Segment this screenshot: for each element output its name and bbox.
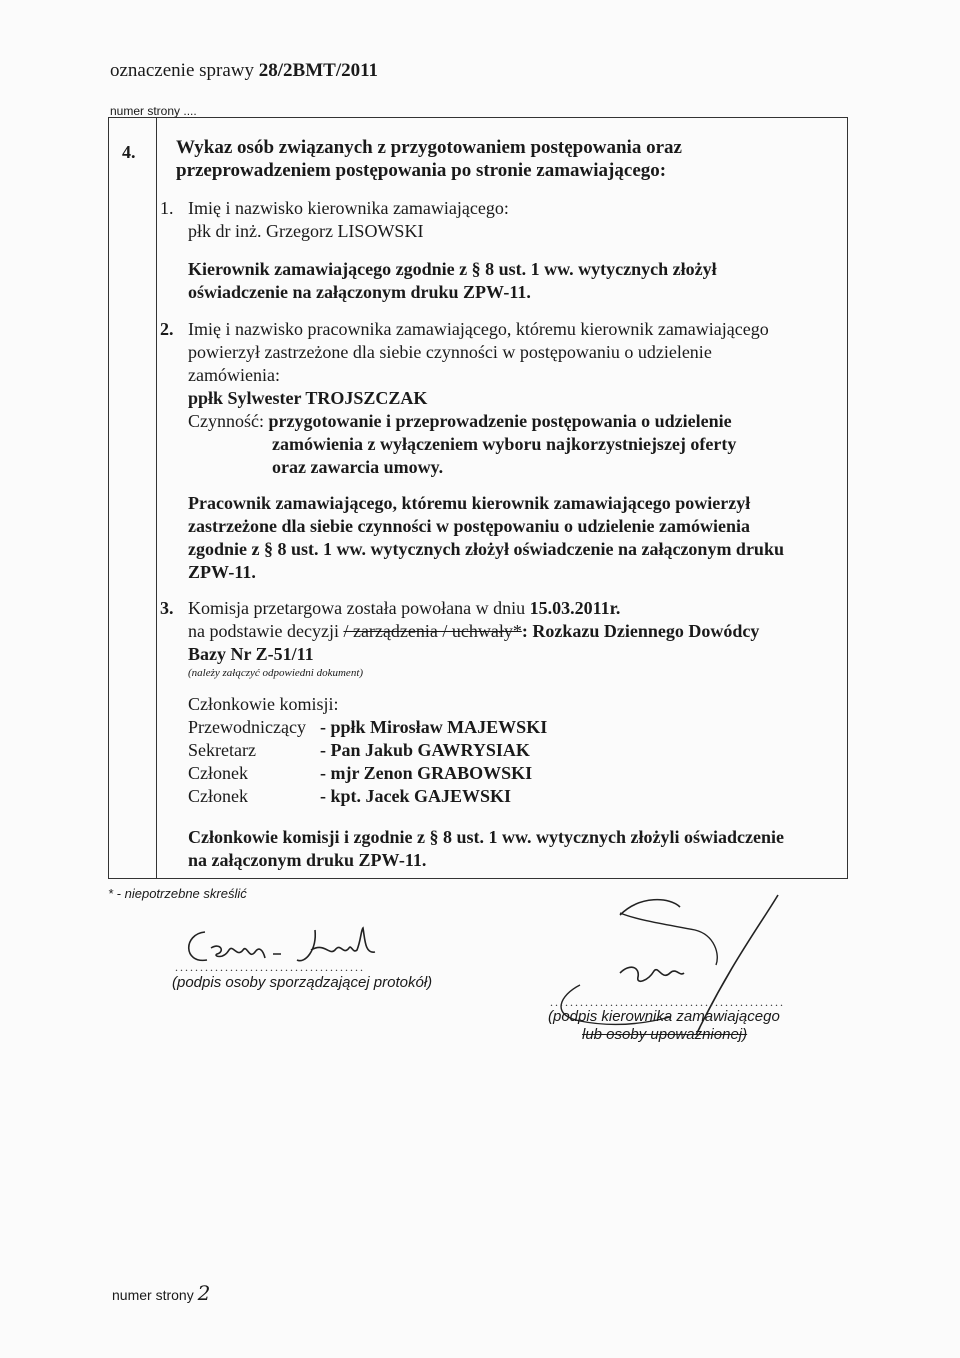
members-label: Członkowie komisji: <box>188 694 339 714</box>
item2-activity-line3: oraz zawarcia umowy. <box>272 457 444 477</box>
signature-caption-right-line2: lub osoby upoważnionej) <box>582 1026 748 1043</box>
case-label: oznaczenie sprawy <box>110 60 259 81</box>
signature-caption-right-line1: (podpis kierownika zamawiającego <box>548 1008 780 1025</box>
item3-line3: Bazy Nr Z-51/11 <box>188 644 314 664</box>
item2-number: 2. <box>160 319 174 339</box>
column-divider <box>156 118 157 878</box>
member-role: Członek <box>188 786 248 806</box>
item2-statement-line4: ZPW-11. <box>188 562 256 582</box>
member-name: - Pan Jakub GAWRYSIAK <box>320 740 530 760</box>
item1-statement-line1: Kierownik zamawiającego zgodnie z § 8 ust. 1 ww. wytycznych złożył <box>188 259 717 279</box>
item2-activity-line1: przygotowanie i przeprowadzenie postępowania o udzielenie <box>268 411 732 431</box>
item3-struck-text: / zarządzenia / uchwały* <box>343 621 522 641</box>
item2-activity-label: Czynność: <box>188 411 269 431</box>
page-number-value: 2 <box>197 1281 211 1305</box>
page-number-footer <box>112 1281 210 1305</box>
member-name: - mjr Zenon GRABOWSKI <box>320 763 533 783</box>
item2-activity-line2: zamówienia z wyłączeniem wyboru najkorzystniejszej oferty <box>272 434 737 454</box>
item1-number: 1. <box>160 198 174 218</box>
member-name: - ppłk Mirosław MAJEWSKI <box>320 717 548 737</box>
item2-name: ppłk Sylwester TROJSZCZAK <box>188 388 428 408</box>
member-role: Przewodniczący <box>188 717 306 737</box>
footnote: * - niepotrzebne skreślić <box>108 886 247 901</box>
item2-statement-line1: Pracownik zamawiającego, któremu kierownik zamawiającego powierzył <box>188 493 751 513</box>
section-number: 4. <box>122 142 136 162</box>
item1-label: Imię i nazwisko kierownika zamawiającego: <box>188 198 509 218</box>
item1-statement-line2: oświadczenie na załączonym druku ZPW-11. <box>188 282 531 302</box>
item3-statement-line1: Członkowie komisji i zgodnie z § 8 ust. 1 ww. wytycznych złożyli oświadczenie <box>188 827 784 847</box>
item3-line1-prefix: Komisja przetargowa została powołana w dniu <box>188 598 530 618</box>
item3-note: (należy załączyć odpowiedni dokument) <box>188 667 364 679</box>
item3-line2-suffix: : Rozkazu Dziennego Dowódcy <box>521 621 760 641</box>
signature-line-right: ............................................... <box>550 995 785 1009</box>
member-role: Sekretarz <box>188 740 256 760</box>
signature-line-left: ...................................... <box>175 960 365 974</box>
case-number-header <box>110 60 378 82</box>
item1-name: płk dr inż. Grzegorz LISOWSKI <box>188 221 424 241</box>
page-number-top: numer strony .... <box>110 104 197 118</box>
section-title: Wykaz osób związanych z przygotowaniem postępowania oraz przeprowadzeniem postępowania po stronie zamawiającego: <box>176 137 682 181</box>
item2-activity <box>188 410 732 433</box>
item3-date: 15.03.2011r. <box>529 598 621 618</box>
item2-line3: zamówienia: <box>188 365 280 385</box>
item3-line2 <box>188 620 759 643</box>
item3-number: 3. <box>160 598 174 618</box>
item3-statement-line2: na załączonym druku ZPW-11. <box>188 850 427 870</box>
item3-line2-prefix: na podstawie decyzji <box>188 621 344 641</box>
member-name: - kpt. Jacek GAJEWSKI <box>320 786 512 806</box>
item2-line2: powierzył zastrzeżone dla siebie czynności w postępowaniu o udzielenie <box>188 342 712 362</box>
member-role: Członek <box>188 763 248 783</box>
item2-line1: Imię i nazwisko pracownika zamawiającego, któremu kierownik zamawiającego <box>188 319 769 339</box>
item2-statement-line3: zgodnie z § 8 ust. 1 ww. wytycznych złożył oświadczenie na załączonym druku <box>188 539 784 559</box>
signature-caption-left: (podpis osoby sporządzającej protokół) <box>172 974 433 991</box>
item3-line1 <box>188 597 620 620</box>
page-number-label: numer strony <box>112 1287 198 1303</box>
case-number: 28/2BMT/2011 <box>258 60 379 81</box>
item2-statement-line2: zastrzeżone dla siebie czynności w postępowaniu o udzielenie zamówienia <box>188 516 750 536</box>
